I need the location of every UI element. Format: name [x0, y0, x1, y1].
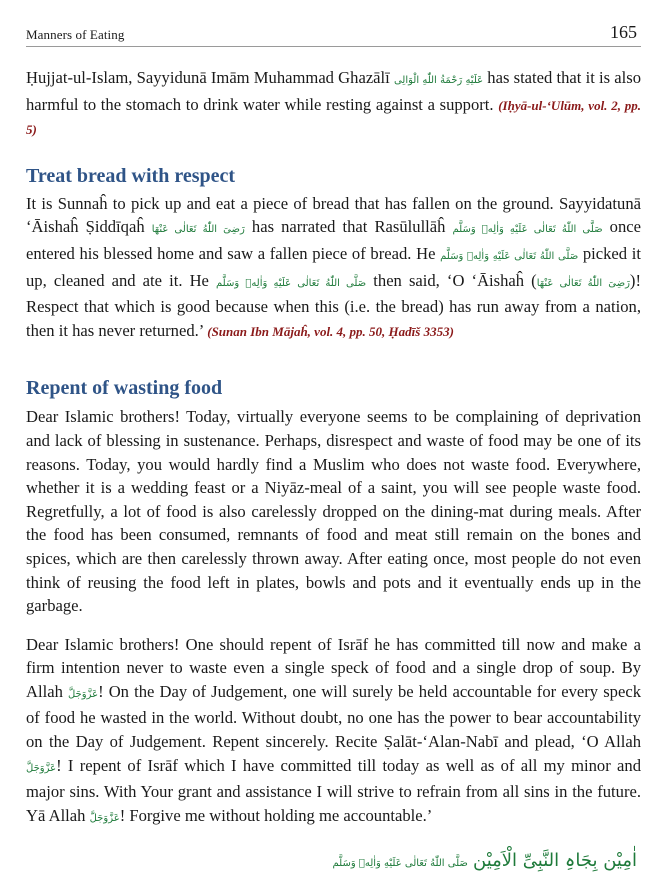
section-heading-wasting: Repent of wasting food	[26, 377, 223, 400]
wasting-text-3: ! I repent of Isrāf which I have committed till today as well as of all my minor and major sins. With Your grant and assistance I will strive to refrain from all sins in the future. Yā Allah	[26, 755, 641, 825]
closing-dua	[26, 850, 641, 871]
bread-text-1: It is Sunnaĥ to pick up and eat a piece of bread that has fallen on the ground. Sayyidatunā ‘Āishaĥ Ṣiddīqaĥ	[26, 193, 641, 237]
citation: (Iḥyā-ul-‘Ulūm, vol. 2, pp. 5)	[26, 97, 641, 138]
arabic-honorific: صَلَّی اللّٰهُ تَعَالٰی عَلَیْهِ وَاٰلِهٖ وَسَلَّم	[452, 224, 603, 236]
arabic-honorific: رَضِیَ اللّٰهُ تَعَالٰی عَنْهَا	[536, 277, 630, 289]
arabic-honorific: عَزَّوَجَلَّ	[67, 688, 99, 700]
bread-text-3: once entered his blessed home and saw a fallen piece of bread. He	[26, 217, 641, 263]
wasting-text-4: ! Forgive me without holding me accountable.’	[119, 805, 433, 825]
wasting-paragraph-2	[26, 633, 641, 831]
wasting-text-2: ! On the Day of Judgement, one will surely be held accountable for every speck of food he wasted in the world. Without doubt, no one has the power to bear accountability on the Day of Judgement. Repent sincerely. Recite Ṣalāt-‘Alan-Nabī and plead, ‘O Allah	[26, 681, 642, 752]
intro-text-b: has stated that it is also harmful to the stomach to drink water while resting against a support.	[26, 68, 641, 114]
arabic-honorific: عَزَّوَجَلَّ	[26, 762, 57, 774]
wasting-paragraph-1: Dear Islamic brothers! Today, virtually everyone seems to be complaining of deprivation and lack of blessing in sustenance. Perhaps, disrespect and waste of food may be one of its reasons. Today, you would hardly find a Muslim who does not waste food. Everywhere, whether it is a wedding feast or a Niyāz-meal of a saint, you will see people waste food. Regretfully, a lot of food is also carelessly dropped on the dining-mat during meals. After the food has been consumed, remnants of food and meat still remain on the bones and spices, which are then carelessly thrown away. After eating once, most people do not even think of reusing the food left in plates, bowls and pots and it eventually ends up in the garbage.	[26, 407, 641, 616]
bread-text-5: then said, ‘O ‘Āishaĥ (	[366, 270, 537, 290]
intro-text-a: Ḥujjat-ul-Islam, Sayyidunā Imām Muhammad Ghazālī	[26, 68, 394, 87]
arabic-honorific: عَزَّوَجَلَّ	[89, 812, 120, 824]
bread-text-2: has narrated that Rasūlullāĥ	[244, 217, 453, 237]
arabic-honorific: صَلَّی اللّٰهُ تَعَالٰی عَلَیْهِ وَاٰلِهٖ وَسَلَّم	[440, 250, 579, 262]
section-heading-bread: Treat bread with respect	[26, 164, 236, 187]
arabic-honorific: رَضِیَ اللّٰهُ تَعَالٰی عَنْهَا	[151, 224, 245, 236]
arabic-honorific: عَلَیْهِ رَحْمَةُ اللّٰهِ الْوَالِی	[393, 75, 484, 86]
page-body	[26, 66, 641, 871]
arabic-honorific: صَلَّی اللّٰهُ تَعَالٰی عَلَیْهِ وَاٰلِهٖ وَسَلَّم	[216, 277, 367, 289]
bread-paragraph	[26, 192, 641, 344]
running-title: Manners of Eating	[26, 27, 125, 42]
running-header	[26, 20, 641, 47]
intro-paragraph	[26, 66, 641, 142]
wasting-text-1: Dear Islamic brothers! One should repent of Isrāf he has committed till now and make a firm intention never to waste even a single speck of food and a single drop of soup. By Allah	[26, 634, 641, 701]
bread-text-4: picked it up, cleaned and ate it. He	[26, 243, 641, 290]
bread-text-6: )! Respect that which is good because when this (i.e. the bread) has run away from a nation, then it has never returned.’	[26, 270, 641, 340]
page-number: 165	[610, 22, 637, 42]
arabic-dua: اٰمِیْن بِجَاہِ النَّبِیِّ الْاَمِیْن	[473, 850, 637, 872]
citation: (Sunan Ibn Mājaĥ, vol. 4, pp. 50, Ḥadīš 3353)	[207, 323, 454, 339]
arabic-salawat: صَلَّی اللّٰهُ تَعَالٰی عَلَیْهِ وَاٰلِهٖ وَسَلَّم	[332, 858, 468, 870]
